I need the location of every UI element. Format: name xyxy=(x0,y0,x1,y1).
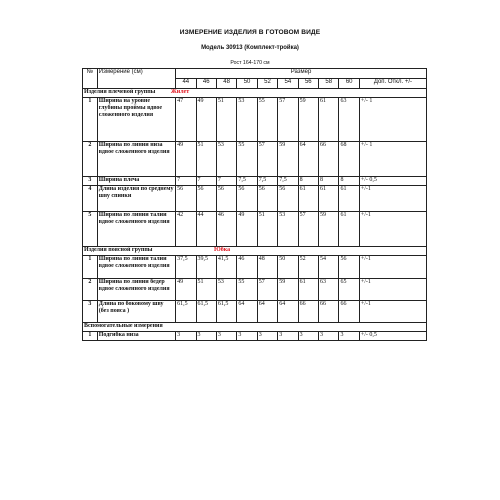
table-row xyxy=(83,212,427,247)
row-name: Ширина по линии низа вдвое сложенного изделия xyxy=(97,142,175,177)
measurement-table xyxy=(82,68,427,341)
tolerance-cell: +/- 0,5 xyxy=(359,332,426,341)
row-number: 1 xyxy=(83,98,98,142)
value-cell: 49 xyxy=(237,212,257,247)
value-cell: 55 xyxy=(257,98,277,142)
size-cell: 44 xyxy=(176,79,196,89)
header-size: Размер xyxy=(176,69,427,79)
value-cell: 59 xyxy=(319,212,339,247)
value-cell: 55 xyxy=(237,279,257,301)
section-header xyxy=(83,323,427,332)
value-cell: 51 xyxy=(196,142,216,177)
value-cell: 55 xyxy=(237,142,257,177)
value-cell: 61 xyxy=(339,186,359,212)
section-header xyxy=(83,89,427,98)
value-cell: 56 xyxy=(257,186,277,212)
value-cell: 8 xyxy=(319,177,339,186)
value-cell: 66 xyxy=(319,142,339,177)
value-cell: 39,5 xyxy=(196,256,216,279)
value-cell: 61,5 xyxy=(176,301,196,323)
tolerance-cell: +/-1 xyxy=(359,301,426,323)
value-cell: 7,5 xyxy=(278,177,298,186)
value-cell: 48 xyxy=(257,256,277,279)
row-number: 1 xyxy=(83,256,98,279)
row-name: Ширина на уровне глубины проймы вдвое сложенного изделия xyxy=(97,98,175,142)
value-cell: 46 xyxy=(237,256,257,279)
value-cell: 68 xyxy=(339,142,359,177)
tolerance-cell: +/-1 xyxy=(359,212,426,247)
section-title: Вспомогательные измерения xyxy=(84,323,163,329)
section-title: Изделия поясной группы xyxy=(84,247,153,253)
value-cell: 52 xyxy=(298,256,318,279)
row-name: Ширина плеча xyxy=(97,177,175,186)
size-cell: 52 xyxy=(257,79,277,89)
value-cell: 63 xyxy=(319,279,339,301)
row-name: Длина по боковому шву (без пояса ) xyxy=(97,301,175,323)
row-number: 2 xyxy=(83,142,98,177)
header-row xyxy=(83,69,427,79)
value-cell: 47 xyxy=(176,98,196,142)
value-cell: 51 xyxy=(196,279,216,301)
value-cell: 54 xyxy=(319,256,339,279)
table-row xyxy=(83,279,427,301)
size-cell: 58 xyxy=(319,79,339,89)
value-cell: 53 xyxy=(216,279,236,301)
value-cell: 57 xyxy=(298,212,318,247)
value-cell: 57 xyxy=(278,98,298,142)
value-cell: 56 xyxy=(278,186,298,212)
value-cell: 49 xyxy=(196,98,216,142)
value-cell: 56 xyxy=(216,186,236,212)
size-cell: 54 xyxy=(278,79,298,89)
row-name: Ширина по линии талии вдвое сложенного изделия xyxy=(97,256,175,279)
value-cell: 7,5 xyxy=(257,177,277,186)
garment-label: Жилет xyxy=(170,89,190,95)
tolerance-cell: +/- 1 xyxy=(359,142,426,177)
value-cell: 3 xyxy=(257,332,277,341)
tolerance-cell: +/-1 xyxy=(359,279,426,301)
value-cell: 56 xyxy=(339,256,359,279)
value-cell: 66 xyxy=(319,301,339,323)
row-number: 2 xyxy=(83,279,98,301)
value-cell: 64 xyxy=(278,301,298,323)
tolerance-cell: +/-1 xyxy=(359,256,426,279)
value-cell: 66 xyxy=(298,301,318,323)
value-cell: 53 xyxy=(216,142,236,177)
tolerance-cell: +/-1 xyxy=(359,186,426,212)
model-subtitle: Модель 30913 (Комплект-тройка) xyxy=(201,45,299,51)
value-cell: 66 xyxy=(339,301,359,323)
table-row xyxy=(83,301,427,323)
value-cell: 61 xyxy=(298,186,318,212)
value-cell: 63 xyxy=(339,98,359,142)
value-cell: 42 xyxy=(176,212,196,247)
value-cell: 64 xyxy=(257,301,277,323)
row-name: Ширина по линии талии вдвое сложенного изделия xyxy=(97,212,175,247)
value-cell: 61 xyxy=(319,98,339,142)
value-cell: 3 xyxy=(176,332,196,341)
value-cell: 61 xyxy=(319,186,339,212)
size-cell: 48 xyxy=(216,79,236,89)
value-cell: 53 xyxy=(278,212,298,247)
value-cell: 61 xyxy=(339,212,359,247)
value-cell: 7 xyxy=(196,177,216,186)
value-cell: 49 xyxy=(176,142,196,177)
value-cell: 49 xyxy=(176,279,196,301)
tolerance-cell: +/- 1 xyxy=(359,98,426,142)
table-row xyxy=(83,186,427,212)
value-cell: 7,5 xyxy=(237,177,257,186)
value-cell: 59 xyxy=(278,142,298,177)
value-cell: 65 xyxy=(339,279,359,301)
document-title: ИЗМЕРЕНИЕ ИЗДЕЛИЯ В ГОТОВОМ ВИДЕ xyxy=(179,29,321,36)
size-cell: 56 xyxy=(298,79,318,89)
row-name: Длина изделия по среднему шву спинки xyxy=(97,186,175,212)
table-row xyxy=(83,177,427,186)
header-measurement: Измерение (см) xyxy=(97,69,175,89)
header-num: № xyxy=(83,69,98,89)
header-tolerance: Доп. Откл. +/- xyxy=(359,79,426,89)
tolerance-cell: +/- 0,5 xyxy=(359,177,426,186)
table-row xyxy=(83,98,427,142)
row-number: 5 xyxy=(83,212,98,247)
value-cell: 64 xyxy=(298,142,318,177)
row-name: Подгибка низа xyxy=(97,332,175,341)
row-number: 1 xyxy=(83,332,98,341)
value-cell: 64 xyxy=(237,301,257,323)
value-cell: 7 xyxy=(216,177,236,186)
value-cell: 56 xyxy=(176,186,196,212)
value-cell: 57 xyxy=(257,142,277,177)
table-row xyxy=(83,142,427,177)
section-title: Изделия плечевой группы xyxy=(84,89,156,95)
value-cell: 8 xyxy=(298,177,318,186)
garment-label: Юбка xyxy=(213,247,231,253)
value-cell: 59 xyxy=(298,98,318,142)
value-cell: 53 xyxy=(237,98,257,142)
value-cell: 61,5 xyxy=(196,301,216,323)
value-cell: 46 xyxy=(216,212,236,247)
size-cell: 46 xyxy=(196,79,216,89)
value-cell: 57 xyxy=(257,279,277,301)
value-cell: 56 xyxy=(196,186,216,212)
row-number: 3 xyxy=(83,177,98,186)
value-cell: 3 xyxy=(339,332,359,341)
table-row xyxy=(83,332,427,341)
value-cell: 41,5 xyxy=(216,256,236,279)
value-cell: 3 xyxy=(196,332,216,341)
size-cell: 50 xyxy=(237,79,257,89)
value-cell: 61,5 xyxy=(216,301,236,323)
value-cell: 7 xyxy=(176,177,196,186)
section-header xyxy=(83,247,427,256)
row-number: 3 xyxy=(83,301,98,323)
value-cell: 51 xyxy=(216,98,236,142)
value-cell: 3 xyxy=(298,332,318,341)
value-cell: 59 xyxy=(278,279,298,301)
value-cell: 37,5 xyxy=(176,256,196,279)
value-cell: 8 xyxy=(339,177,359,186)
row-name: Ширина по линии бедер вдвое сложенного изделия xyxy=(97,279,175,301)
value-cell: 3 xyxy=(237,332,257,341)
value-cell: 51 xyxy=(257,212,277,247)
value-cell: 3 xyxy=(319,332,339,341)
row-number: 4 xyxy=(83,186,98,212)
value-cell: 61 xyxy=(298,279,318,301)
height-range: Рост 164-170 см xyxy=(230,60,270,66)
value-cell: 50 xyxy=(278,256,298,279)
value-cell: 44 xyxy=(196,212,216,247)
value-cell: 56 xyxy=(237,186,257,212)
value-cell: 3 xyxy=(278,332,298,341)
table-row xyxy=(83,256,427,279)
value-cell: 3 xyxy=(216,332,236,341)
size-cell: 60 xyxy=(339,79,359,89)
